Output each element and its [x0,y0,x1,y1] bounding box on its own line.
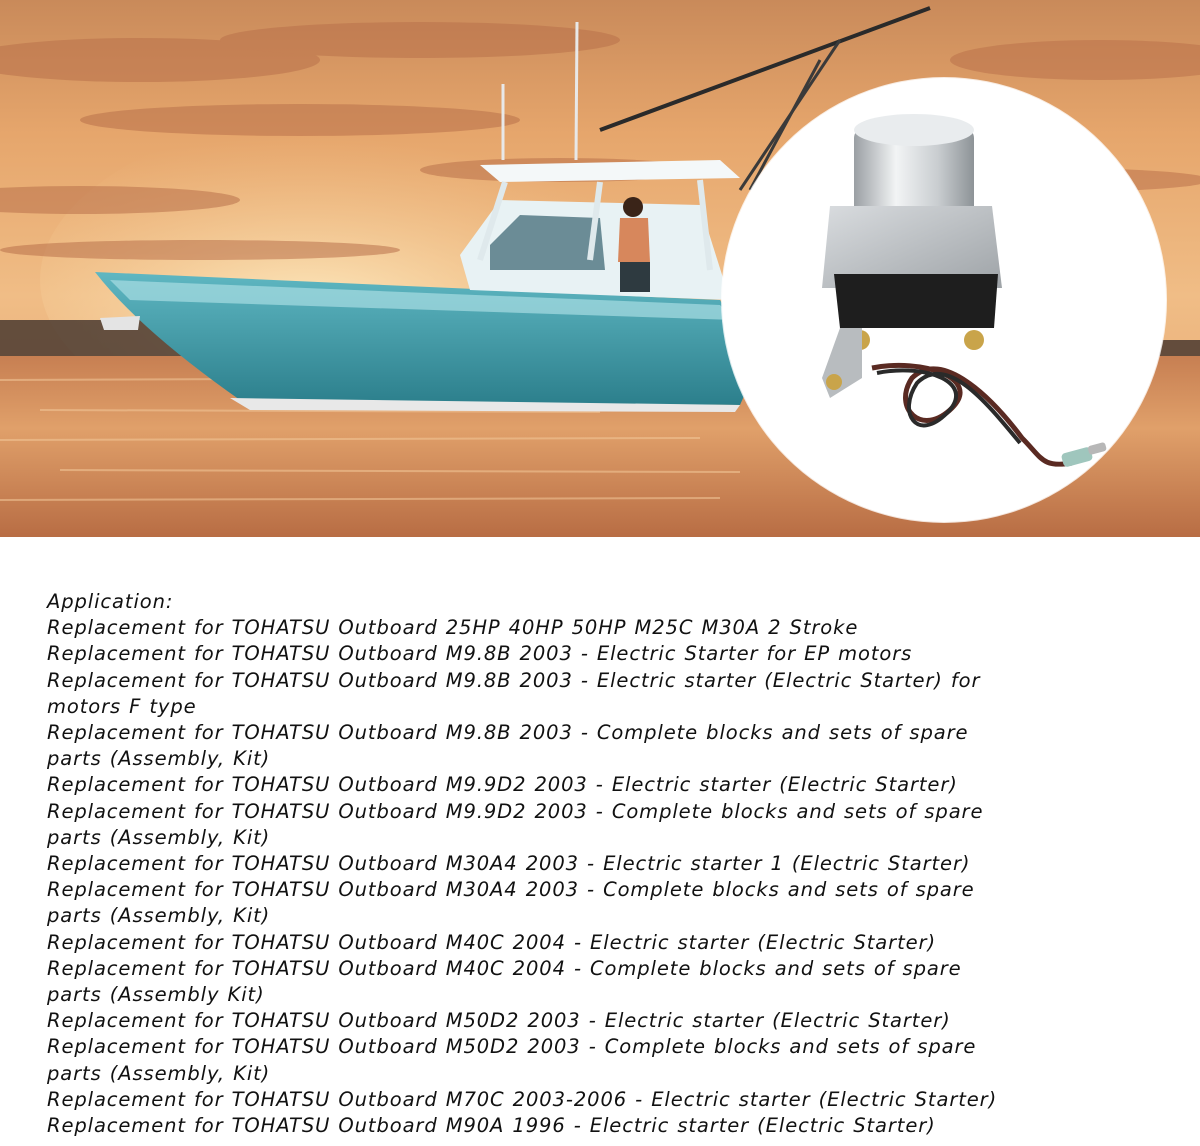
application-line: Replacement for TOHATSU Outboard M9.8B 2003 - Electric Starter for EP motors [47,642,913,666]
application-line: Replacement for TOHATSU Outboard M30A4 2003 - Complete blocks and sets of spare [47,878,975,902]
application-line: Replacement for TOHATSU Outboard M90A 1996 - Electric starter (Electric Starter) [47,1114,936,1138]
application-text [47,589,1167,1139]
application-line: Replacement for TOHATSU Outboard M40C 2004 - Complete blocks and sets of spare [47,956,962,980]
application-line: Replacement for TOHATSU Outboard 25HP 40HP 50HP M25C M30A 2 Stroke [47,616,859,640]
application-line: Replacement for TOHATSU Outboard M9.9D2 2003 - Complete blocks and sets of spare [47,799,984,823]
application-line: Replacement for TOHATSU Outboard M9.8B 2003 - Complete blocks and sets of spare [47,721,969,745]
application-line: parts (Assembly, Kit) [47,1061,271,1085]
application-line: Replacement for TOHATSU Outboard M70C 2003-2006 - Electric starter (Electric Starter) [47,1087,998,1111]
application-heading: Application: [47,590,174,613]
application-line: Replacement for TOHATSU Outboard M40C 2004 - Electric starter (Electric Starter) [47,930,936,954]
application-line: parts (Assembly, Kit) [47,904,271,928]
application-line: Replacement for TOHATSU Outboard M9.9D2 2003 - Electric starter (Electric Starter) [47,773,958,797]
application-line: Replacement for TOHATSU Outboard M50D2 2003 - Complete blocks and sets of spare [47,1035,977,1059]
application-line: Replacement for TOHATSU Outboard M50D2 2003 - Electric starter (Electric Starter) [47,1009,951,1033]
solenoid-relay-image [722,78,1166,522]
product-image-circle [722,78,1166,522]
application-line: parts (Assembly Kit) [47,983,265,1007]
application-line: parts (Assembly, Kit) [47,747,271,771]
application-line: motors F type [47,694,197,718]
application-line: Replacement for TOHATSU Outboard M9.8B 2003 - Electric starter (Electric Starter) for [47,668,981,692]
application-line: parts (Assembly, Kit) [47,825,271,849]
application-line: Replacement for TOHATSU Outboard M30A4 2003 - Electric starter 1 (Electric Starter) [47,852,971,876]
hero-photo [0,0,1200,537]
